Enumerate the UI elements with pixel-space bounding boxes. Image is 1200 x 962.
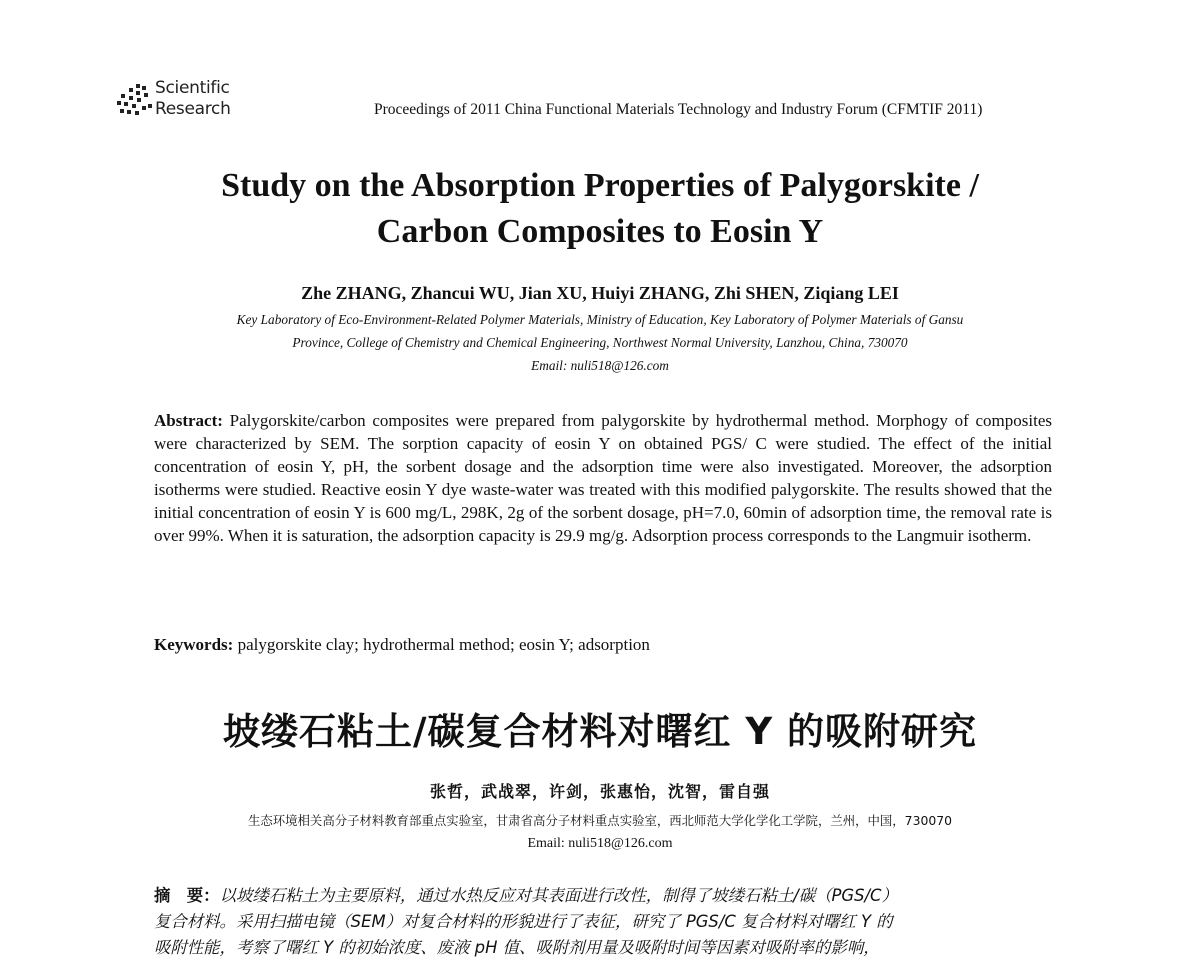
paper-title-line-2: Carbon Composites to Eosin Y <box>376 213 824 250</box>
abstract-text: Palygorskite/carbon composites were prepared from palygorskite by hydrothermal method. Morphogy of composites were characterized by SEM. The sorption capacity of eosin Y on obtained PGS/ C were studied. The effect of the initial concentration of eosin Y, pH, the sorbent dosage and the adsorption time were also investigated. Moreover, the adsorption isotherms were studied. Reactive eosin Y dye waste-water was treated with this modified palygorskite. The results showed that the initial concentration of eosin Y is 600 mg/L, 298K, 2g of the sorbent dosage, pH=7.0, 60min of adsorption time, the removal rate is over 99%. When it is saturation, the adsorption capacity is 29.9 mg/g. Adsorption process corresponds to the Langmuir isotherm. <box>154 411 1052 545</box>
logo-line-scientific: Scientific <box>155 78 230 98</box>
chinese-affiliation: 生态环境相关高分子材料教育部重点实验室，甘肃省高分子材料重点实验室，西北师范大学化学化工学院，兰州，中国，730070 <box>247 813 952 828</box>
logo-line-research: Research <box>155 99 231 119</box>
keywords <box>154 633 1052 656</box>
chinese-abstract-line-3: 吸附性能，考察了曙红 Y 的初始浓度、废液 pH 值、吸附剂用量及吸附时间等因素对吸附率的影响， <box>154 938 880 957</box>
abstract-label: Abstract: <box>154 411 223 430</box>
proceedings-header: Proceedings of 2011 China Functional Materials Technology and Industry Forum (CFMTIF 2011) <box>374 101 983 118</box>
paper-affiliation <box>130 308 1070 377</box>
chinese-title: 坡缕石粘土/碳复合材料对曙红 Y 的吸附研究 <box>222 710 978 753</box>
logo-dots-icon <box>115 82 155 122</box>
keywords-label: Keywords: <box>154 635 234 654</box>
chinese-abstract-label: 摘 要： <box>154 886 220 905</box>
chinese-email: Email: nuli518@126.com <box>527 836 673 851</box>
abstract <box>154 409 1052 547</box>
logo-text <box>155 78 231 120</box>
keywords-text: palygorskite clay; hydrothermal method; eosin Y; adsorption <box>233 635 650 654</box>
affiliation-line-2: Province, College of Chemistry and Chemical Engineering, Northwest Normal University, Lanzhou, China, 730070 <box>292 335 908 350</box>
chinese-abstract-line-2: 复合材料。采用扫描电镜（SEM）对复合材料的形貌进行了表征，研究了 PGS/C 复合材料对曙红 Y 的 <box>154 912 893 931</box>
paper-title-line-1: Study on the Absorption Properties of Palygorskite / <box>221 167 979 204</box>
chinese-authors: 张哲，武战翠，许剑，张惠怡，沈智，雷自强 <box>429 782 770 801</box>
paper-email: Email: nuli518@126.com <box>531 358 669 373</box>
chinese-abstract-text-1: 以坡缕石粘土为主要原料，通过水热反应对其表面进行改性，制得了坡缕石粘土/碳（PGS/C） <box>219 886 898 905</box>
chinese-abstract-line-1 <box>154 883 1054 909</box>
paper-title <box>100 163 1100 255</box>
publisher-logo <box>115 78 245 126</box>
chinese-abstract <box>154 883 1054 961</box>
paper-authors: Zhe ZHANG, Zhancui WU, Jian XU, Huiyi ZHANG, Zhi SHEN, Ziqiang LEI <box>301 283 899 303</box>
affiliation-line-1: Key Laboratory of Eco-Environment-Related Polymer Materials, Ministry of Education, Key Laboratory of Polymer Materials of Gansu <box>236 312 964 327</box>
